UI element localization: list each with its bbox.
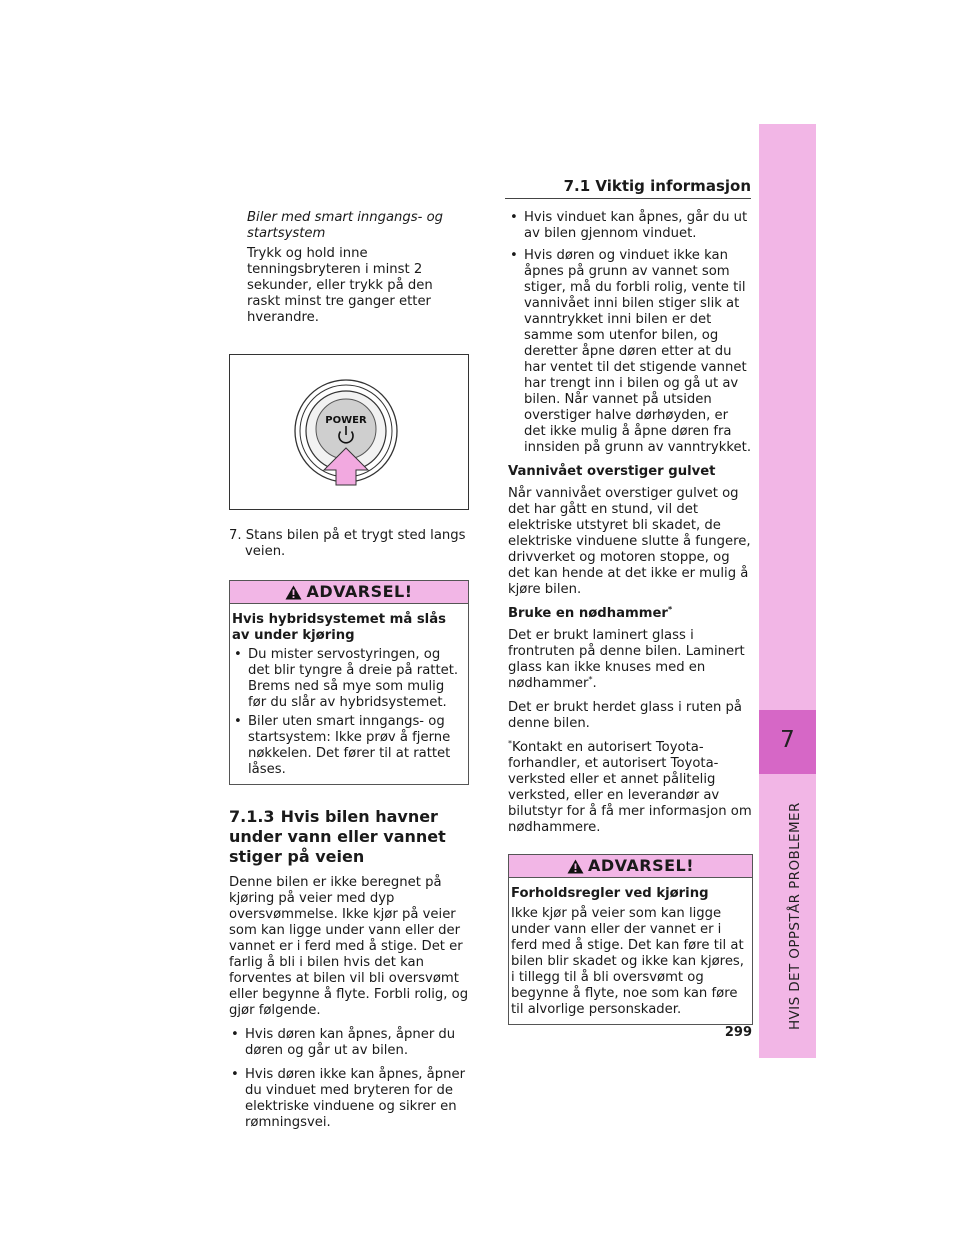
list-item: • Hvis døren kan åpnes, åpner du døren og går ut av bilen. (229, 1027, 469, 1059)
footnote-marker: * (667, 605, 673, 614)
warning-header (230, 580, 468, 604)
warning-triangle-icon (567, 859, 584, 874)
section-intro: Denne bilen er ikke beregnet på kjøring på veier med dyp oversvømmelse. Ikke kjør på veier som kan ligge under vann eller der vannet er i ferd med å stige. Det er farlig å bli i bilen hvis det kan forventes at bilen vil bli oversvømt eller begynne å flyte. Forbli rolig, og gjør følgende. (229, 875, 469, 1018)
header-rule (505, 198, 751, 199)
running-header-title: 7.1 Viktig informasjon (563, 177, 751, 195)
hammer-text (508, 628, 753, 692)
warning-title: ADVARSEL! (587, 856, 695, 875)
hammer-text-main: Det er brukt laminert glass i frontruten på denne bilen. Laminert glass kan ikke knuses med en nødhammer (508, 628, 745, 691)
list-item: • Hvis vinduet kan åpnes, går du ut av bilen gjennom vinduet. (508, 210, 753, 242)
footnote-marker: * (588, 675, 593, 684)
tempered-glass-text: Det er brukt herdet glass i ruten på denne bilen. (508, 700, 742, 731)
footnote-text: Kontakt en autorisert Toyota-forhandler, et autorisert Toyota-verksted eller et annet pålitelig verksted, eller en leverandør av bilutstyr for å få mer informasjon om nødhammere. (508, 740, 752, 835)
step-7-text: Stans bilen på et trygt sted langs veien. (245, 528, 466, 559)
hammer-text-end: . (592, 676, 597, 691)
warning-heading: Hvis hybridsystemet må slås av under kjøring (232, 612, 446, 643)
footnote (508, 740, 753, 836)
footnote-marker: * (508, 739, 512, 748)
right-column (508, 210, 753, 1025)
water-heading: Vannivået overstiger gulvet (508, 464, 716, 479)
section-number: 7.1.3 (229, 807, 275, 826)
chapter-title: HVIS DET OPPSTÅR PROBLEMER (787, 802, 803, 1030)
warning-title: ADVARSEL! (306, 582, 413, 601)
list-item: • Hvis døren og vinduet ikke kan åpnes på grunn av vannet som stiger, må du forbli rolig, vente til vannivået inni bilen stiger slik at vanntrykket inni bilen er det samme som utenfor bilen, og deretter åpne døren etter at du har ventet til det stigende vannet har trengt inn i bilen og gå ut av bilen. Når vannet på utsiden overstiger halve dørhøyden, er det ikke mulig å åpne døren fra innsiden på grunn av vanntrykket. (508, 248, 753, 456)
water-text: Når vannivået overstiger gulvet og det har gått en stund, vil det elektriske utstyret bli skadet, de elektriske vinduene slutte å fungere, drivverket og motoren stoppe, og det kan hende at det ikke er mulig å kjøre bilen. (508, 486, 751, 597)
power-label: POWER (325, 415, 367, 426)
list-item: • Hvis døren ikke kan åpnes, åpner du vinduet med bryteren for de elektriske vinduene og sikrer en rømningsvei. (229, 1067, 469, 1131)
warning-heading: Forholdsregler ved kjøring (511, 886, 709, 901)
warning-header (509, 854, 752, 878)
left-column (229, 210, 469, 1131)
hammer-heading (508, 606, 753, 622)
chapter-number: 7 (780, 727, 795, 753)
warning-bullet: • Biler uten smart inngangs- og startsystem: Ikke prøv å fjerne nøkkelen. Det fører til at rattet låses. (232, 714, 466, 778)
warning-box-driving (508, 854, 753, 1025)
power-button-illustration (230, 355, 468, 509)
page-number: 299 (724, 1025, 752, 1040)
step-7-number: 7. (229, 528, 242, 543)
smart-instruction: Trykk og hold inne tenningsbryteren i minst 2 sekunder, eller trykk på den raskt minst tre ganger etter hverandre. (247, 246, 433, 325)
warning-box-hybrid (229, 580, 469, 785)
section-title: Hvis bilen havner under vann eller vannet stiger på veien (229, 807, 446, 866)
warning-text: Ikke kjør på veier som kan ligge under vann eller der vannet er i ferd med å stige. Det kan føre til at bilen blir skadet og ikke kan kjøres, i tillegg til å bli oversvømt og begynne å flyte, noe som kan føre til alvorlige personskader. (511, 906, 744, 1017)
step-7 (229, 528, 469, 560)
smart-subheading: Biler med smart inngangs- og startsystem (247, 210, 444, 241)
warning-bullet: • Du mister servostyringen, og det blir tyngre å dreie på rattet. Brems ned så mye som mulig før du slår av hybridsystemet. (232, 647, 466, 711)
hammer-heading-text: Bruke en nødhammer (508, 606, 668, 621)
warning-triangle-icon (285, 585, 302, 600)
section-heading (229, 807, 469, 867)
power-button-figure (229, 354, 469, 510)
